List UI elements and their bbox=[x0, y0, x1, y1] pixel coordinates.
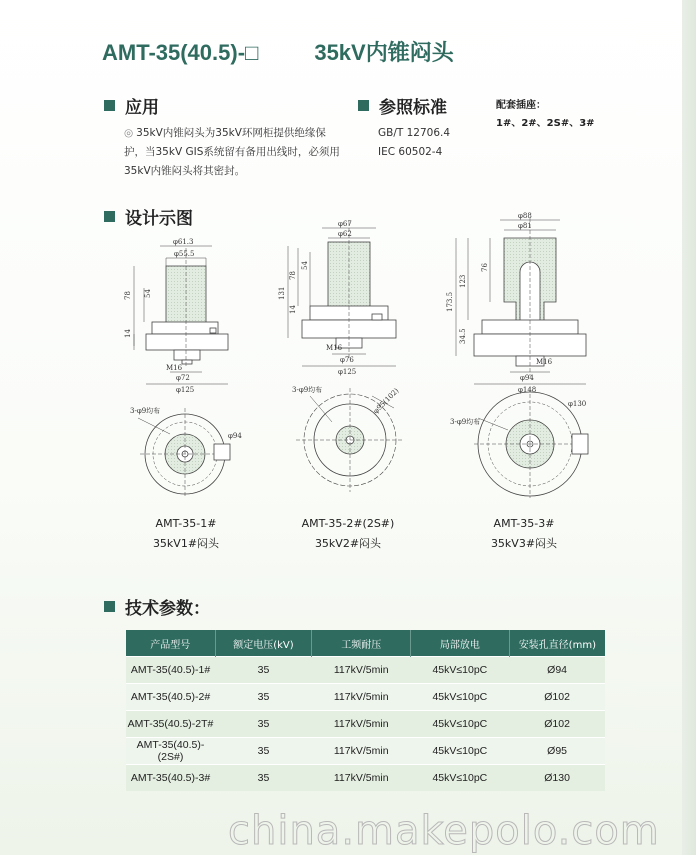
drawing-name: 35kV2#闷头 bbox=[314, 537, 382, 550]
dim-label: φ88 bbox=[518, 212, 532, 220]
dim-label: φ76 bbox=[340, 356, 354, 364]
dim-label: M16 bbox=[536, 358, 553, 366]
title-model: AMT-35(40.5)-□ bbox=[102, 40, 259, 65]
dim-label: 54 bbox=[144, 289, 152, 298]
dim-label: φ94 bbox=[228, 432, 242, 440]
dim-label: 78 bbox=[124, 291, 132, 300]
drawing-model: AMT-35-2#(2S#) bbox=[301, 517, 395, 530]
dim-label: φ130 bbox=[568, 400, 587, 408]
table-cell: Ø102 bbox=[509, 711, 605, 738]
table-cell: AMT-35(40.5)-(2S#) bbox=[126, 738, 215, 765]
table-cell: 117kV/5min bbox=[312, 765, 411, 792]
dim-label: 123 bbox=[459, 274, 467, 288]
table-cell: 45kV≤10pC bbox=[411, 684, 510, 711]
table-cell: 45kV≤10pC bbox=[411, 738, 510, 765]
right-edge-bar bbox=[682, 0, 696, 855]
dim-label: φ125 bbox=[176, 386, 195, 394]
drawing-name: 35kV3#闷头 bbox=[490, 537, 558, 550]
table-cell: 35 bbox=[215, 765, 312, 792]
column-header: 工频耐压 bbox=[312, 630, 411, 657]
section-standards bbox=[358, 93, 447, 118]
section-design-heading: 设计示图 bbox=[125, 209, 193, 229]
table-row bbox=[126, 684, 605, 711]
column-header: 产品型号 bbox=[126, 630, 215, 657]
drawing-2-plan-dims bbox=[292, 385, 401, 415]
table-row bbox=[126, 765, 605, 792]
table-cell: 117kV/5min bbox=[312, 657, 411, 684]
table-cell: 35 bbox=[215, 684, 312, 711]
table-cell: Ø102 bbox=[509, 684, 605, 711]
section-application-heading: 应用 bbox=[125, 98, 159, 118]
table-cell: 117kV/5min bbox=[312, 738, 411, 765]
dim-label: 3-φ9均布 bbox=[130, 407, 161, 415]
table-cell: 35 bbox=[215, 657, 312, 684]
bullet-circle-icon: ◎ bbox=[124, 127, 134, 139]
drawing-model: AMT-35-1# bbox=[155, 517, 217, 530]
dim-label: M16 bbox=[166, 364, 183, 372]
standard-item: GB/T 12706.4 bbox=[378, 127, 451, 139]
dim-label: φ81 bbox=[518, 222, 532, 230]
dim-label: φ125 bbox=[338, 368, 357, 376]
drawing-1-plan bbox=[138, 408, 230, 498]
table-cell: AMT-35(40.5)-3# bbox=[126, 765, 215, 792]
dim-label: 14 bbox=[289, 305, 297, 314]
drawing-3-elevation bbox=[456, 218, 586, 384]
matching-value: 1#、2#、2S#、3# bbox=[496, 118, 595, 129]
section-tech-heading: 技术参数： bbox=[125, 599, 210, 619]
table-row bbox=[126, 657, 605, 684]
table-row bbox=[126, 738, 605, 765]
standard-item: IEC 60502-4 bbox=[378, 146, 443, 158]
section-tech bbox=[104, 594, 210, 619]
table-cell: 117kV/5min bbox=[312, 711, 411, 738]
dim-label: φ55.5 bbox=[174, 250, 195, 258]
table-cell: 45kV≤10pC bbox=[411, 711, 510, 738]
table-cell: AMT-35(40.5)-2# bbox=[126, 684, 215, 711]
watermark: china.makepolo.com bbox=[228, 808, 660, 854]
page-title bbox=[102, 36, 454, 67]
dim-label: 78 bbox=[289, 271, 297, 280]
title-name: 35kV内锥闷头 bbox=[314, 40, 454, 65]
standards-list bbox=[378, 124, 450, 162]
design-drawings bbox=[110, 208, 610, 498]
dim-label: φ95(102) bbox=[371, 386, 401, 416]
application-text: 35kV内锥闷头为35kV环网柜提供绝缘保护，当35kV GIS系统留有备用出线时，必须用35kV内锥闷头将其密封。 bbox=[124, 127, 340, 177]
dim-label: φ67 bbox=[338, 220, 352, 228]
dim-label: M16 bbox=[326, 344, 343, 352]
drawing-3-caption bbox=[454, 514, 594, 554]
dim-label: φ62 bbox=[338, 230, 352, 238]
section-application bbox=[104, 93, 159, 118]
drawing-model: AMT-35-3# bbox=[493, 517, 555, 530]
table-cell: 35 bbox=[215, 711, 312, 738]
table-cell: 45kV≤10pC bbox=[411, 657, 510, 684]
dim-label: 76 bbox=[481, 263, 489, 272]
dim-label: 54 bbox=[301, 261, 309, 270]
table-row bbox=[126, 711, 605, 738]
dim-label: φ72 bbox=[176, 374, 190, 382]
dim-label: 173.5 bbox=[446, 291, 454, 312]
dim-label: 3-φ9均布 bbox=[450, 418, 481, 426]
table-cell: AMT-35(40.5)-2T# bbox=[126, 711, 215, 738]
section-standards-heading: 参照标准 bbox=[379, 98, 447, 118]
column-header: 安装孔直径(mm) bbox=[509, 630, 605, 657]
dim-label: 131 bbox=[278, 286, 286, 300]
table-cell: Ø94 bbox=[509, 657, 605, 684]
section-square-icon bbox=[104, 601, 115, 612]
application-text-block bbox=[124, 124, 344, 181]
drawing-name: 35kV1#闷头 bbox=[152, 537, 220, 550]
dim-label: φ94 bbox=[520, 374, 534, 382]
drawing-2-caption bbox=[278, 514, 418, 554]
table-cell: 45kV≤10pC bbox=[411, 765, 510, 792]
table-cell: AMT-35(40.5)-1# bbox=[126, 657, 215, 684]
section-square-icon bbox=[104, 100, 115, 111]
matching-label: 配套插座： bbox=[496, 100, 546, 111]
column-header: 额定电压(kV) bbox=[215, 630, 312, 657]
dim-label: φ61.3 bbox=[173, 238, 194, 246]
dim-label: 3-φ9均布 bbox=[292, 386, 323, 394]
table-cell: Ø95 bbox=[509, 738, 605, 765]
section-square-icon bbox=[358, 100, 369, 111]
dim-label: 14 bbox=[124, 329, 132, 338]
dim-label: 34.5 bbox=[459, 328, 467, 344]
dim-label: φ148 bbox=[518, 386, 537, 394]
table-cell: Ø130 bbox=[509, 765, 605, 792]
column-header: 局部放电 bbox=[411, 630, 510, 657]
table-cell: 35 bbox=[215, 738, 312, 765]
spec-table bbox=[126, 630, 605, 791]
table-cell: 117kV/5min bbox=[312, 684, 411, 711]
drawing-1-caption bbox=[116, 514, 256, 554]
table-header-row bbox=[126, 630, 605, 657]
